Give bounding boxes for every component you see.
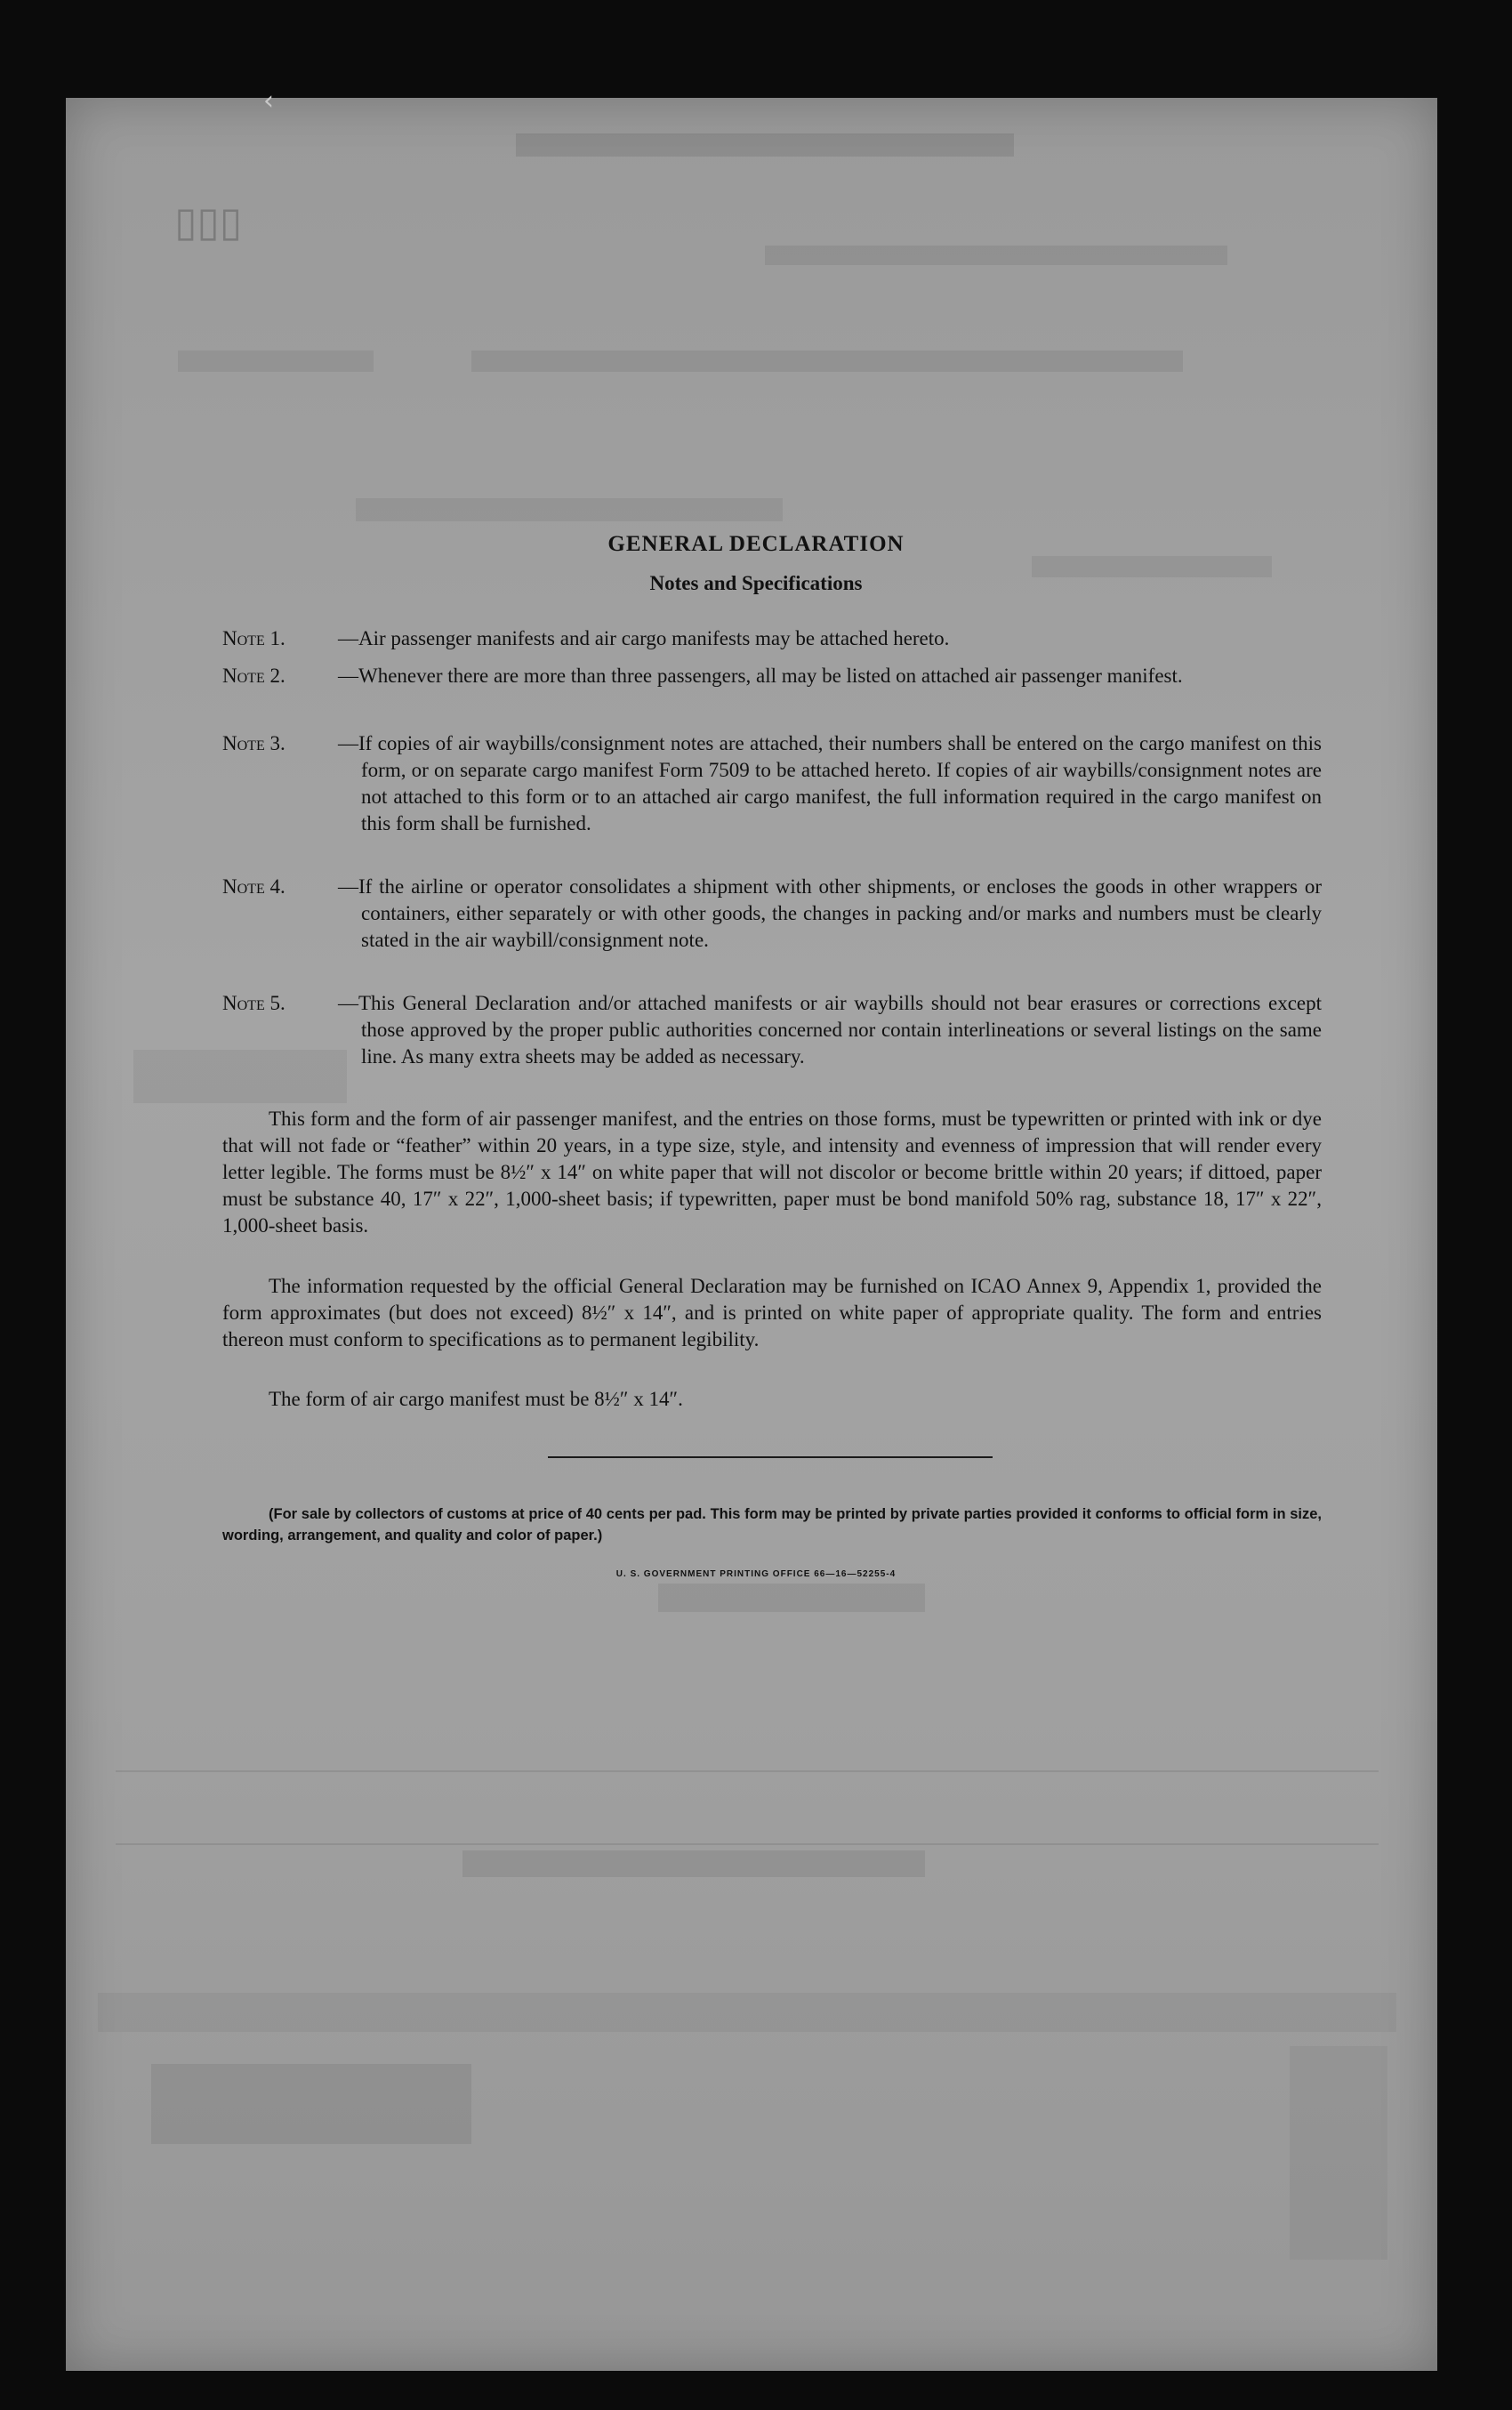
note-5 [222, 990, 1322, 1070]
torn-corner-mark: ‹ [263, 85, 274, 117]
note-text: —Whenever there are more than three passengers, all may be listed on attached air passenger manifest. [338, 665, 1183, 687]
note-tag: Note 4. [222, 875, 286, 898]
note-text: —If the airline or operator consolidates a shipment with other shipments, or encloses the goods in other wrappers or containers, either separately or with other goods, the changes in packing and/or marks and numbers must be clearly stated in the air waybill/consignment note. [338, 875, 1322, 951]
note-tag: Note 2. [222, 665, 286, 687]
note-4 [222, 874, 1322, 954]
paragraph-form-requirements: This form and the form of air passenger manifest, and the entries on those forms, must be typewritten or printed with ink or dye that will not fade or “feather” within 20 years, in a type size, style, and intensity and evenness of impression that will render every letter legible. The forms must be 8½″ x 14″ on white paper that will not discolor or become brittle within 20 years; if dittoed, paper must be substance 40, 17″ x 22″, 1,000-sheet basis; if typewritten, paper must be bond manifold 50% rag, substance 18, 17″ x 22″, 1,000-sheet basis. [222, 1108, 1322, 1237]
note-tag: Note 1. [222, 627, 286, 649]
sale-notice: (For sale by collectors of customs at price of 40 cents per pad. This form may be printed by private parties provided it conforms to official form in size, wording, arrangement, and quality and color of paper.) [222, 1506, 1322, 1544]
note-2 [222, 663, 1322, 689]
note-1 [222, 625, 1322, 652]
document-subtitle: Notes and Specifications [649, 572, 863, 594]
bleed-through-number: ▯▯▯ [174, 197, 242, 246]
paragraph-cargo-manifest-size: The form of air cargo manifest must be 8½″ x 14″. [269, 1388, 683, 1410]
note-tag: Note 3. [222, 732, 286, 754]
paragraph-icao-annex: The information requested by the official General Declaration may be furnished on ICAO Annex 9, Appendix 1, provided the form approximates (but does not exceed) 8½″ x 14″, and is printed on white paper of appropriate quality. The form and entries thereon must conform to specifications as to permanent legibility. [222, 1275, 1322, 1350]
note-tag: Note 5. [222, 992, 286, 1014]
note-text: —If copies of air waybills/consignment notes are attached, their numbers shall be entered on the cargo manifest on this form, or on separate cargo manifest Form 7509 to be attached hereto. If copies of air waybills/consignment notes are not attached to this form or to an attached air cargo manifest, the full information required in the cargo manifest on this form shall be furnished. [338, 732, 1322, 834]
printer-imprint: U. S. GOVERNMENT PRINTING OFFICE 66—16—52255-4 [615, 1569, 897, 1579]
document-title: GENERAL DECLARATION [607, 532, 905, 556]
divider-rule [548, 1456, 993, 1458]
note-text: —Air passenger manifests and air cargo manifests may be attached hereto. [338, 627, 950, 649]
note-text: —This General Declaration and/or attached manifests or air waybills should not bear erasures or corrections except those approved by the proper public authorities concerned nor contain interlineations or several listings on the same line. As many extra sheets may be added as necessary. [338, 992, 1322, 1068]
note-3 [222, 730, 1322, 837]
